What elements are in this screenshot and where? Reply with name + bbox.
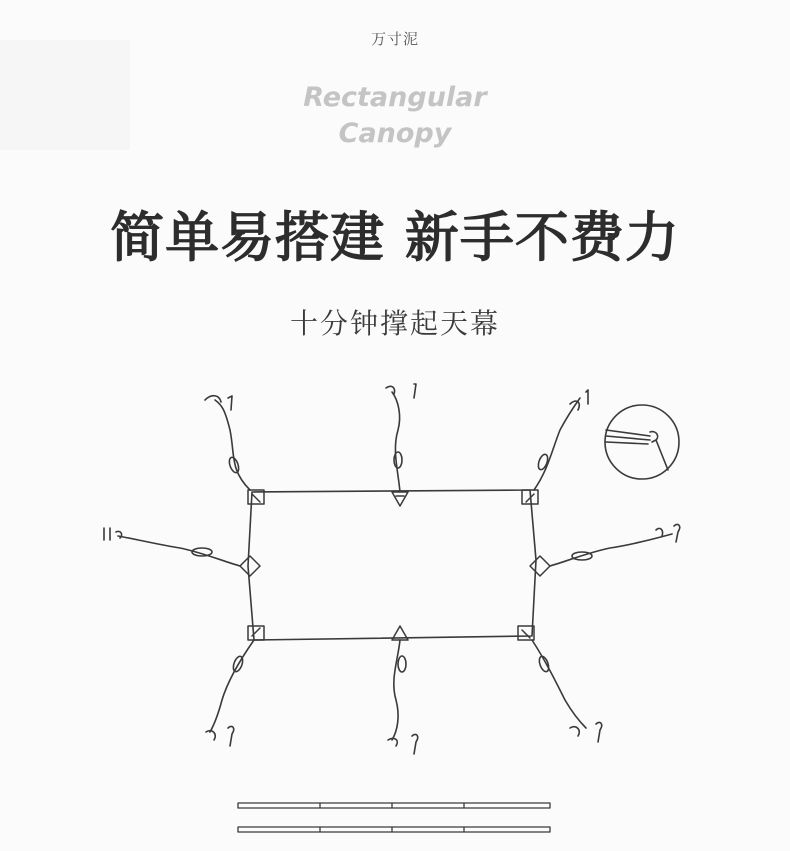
guy-ropes (104, 384, 680, 754)
subheadline: 十分钟撑起天幕 (289, 307, 500, 340)
english-title-line2: Canopy (338, 118, 452, 149)
poles (238, 803, 550, 832)
brand-name: 万寸泥 (370, 30, 419, 48)
headline: 简单易搭建 新手不费力 (110, 206, 680, 269)
english-title-line1: Rectangular (303, 82, 487, 113)
tensioner-detail-inset (605, 405, 679, 479)
canopy-outline (248, 490, 536, 640)
tie-points (240, 490, 550, 640)
